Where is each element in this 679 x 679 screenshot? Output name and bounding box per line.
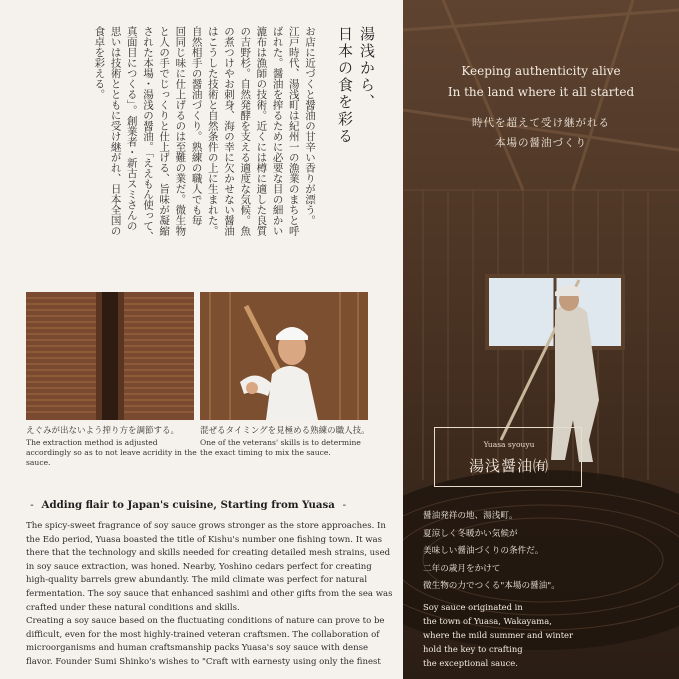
caption-left: [26, 424, 198, 468]
right-page: [403, 0, 679, 679]
body-line: 食卓を彩える。: [93, 26, 106, 100]
caption-en: One of the veterans' skills is to determine the exact timing to mix the sauce.: [200, 438, 361, 457]
heading-dash: -: [342, 500, 347, 511]
body-line: と人の手でじっくりと仕上げる、旨味が凝縮: [158, 26, 171, 236]
title-line: 日本の食を彩る: [336, 26, 354, 145]
body-line: Soy sauce originated in: [423, 602, 523, 612]
body-line: された本場・湯浅の醤油。「ええもん使って、: [141, 26, 154, 242]
photo-row: [26, 292, 368, 422]
body-line: の吉野杉。自然発酵を支える適度な気候。魚: [239, 26, 252, 236]
heading-text: Adding flair to Japan's cuisine, Starting from Yuasa: [41, 499, 335, 511]
body-line: の煮つけやお刺身、海の幸に欠かせない醤油: [222, 26, 235, 236]
body-line: 美味しい醤油づくりの条件だ。: [423, 546, 544, 556]
heading-dash: -: [30, 500, 34, 511]
body-line: 夏涼しく冬暖かい気候が: [423, 528, 518, 539]
body-line: where the mild summer and winter: [423, 630, 574, 640]
right-body-jp: [423, 508, 673, 596]
caption-en: The extraction method is adjusted accordingly so as to not leave acridity in the sauce.: [26, 438, 197, 467]
body-line: お店に近づくと醤油の甘辛い香りが漂う。: [304, 26, 316, 226]
body-line: 回同じ味に仕上げるのは至難の業だ。微生物: [174, 26, 187, 236]
brand-romaji: Yuasa syouyu: [483, 440, 535, 449]
right-headline-en: [403, 61, 679, 103]
body-line: 醤油発祥の地、湯浅町。: [423, 511, 518, 521]
body-line: the town of Yuasa, Wakayama,: [423, 616, 552, 626]
craftsman-photo: [200, 292, 368, 420]
body-line: ばれた。醤油を搾るために必要な目の細かい: [271, 26, 284, 236]
body-paragraph: The spicy-sweet fragrance of soy sauce grows stronger as the store approaches. In the Edo period, Yuasa boasted the title of Kishu's number one fishing town. It was there that the technology and skills needed for creating detailed mesh strains, used in soy sauce extraction, was honed. Nearby, Yoshino cedars perfect for creating high-quality barrels grew abundantly. The mild climate was perfect for natural fermentation. The soy sauce that enhanced sashimi and other gifts from the sea was crafted under these natural conditions and skills.: [26, 521, 393, 613]
english-body-text: [26, 520, 396, 679]
body-line: 微生物の力でつくる"本場の醤油"。: [423, 581, 560, 591]
caption-jp: えぐみが出ないよう搾り方を調節する。: [26, 426, 180, 436]
right-headline-jp: [403, 113, 679, 153]
brand-name: 湯浅醤油㈲: [468, 457, 549, 475]
body-line: 漉布は漁師の技術。近くには樽に適した良質: [255, 26, 268, 236]
right-body-en: [423, 600, 673, 670]
press-cloth-photo: [26, 292, 194, 420]
headline-line: 本場の醤油づくり: [495, 137, 587, 149]
brand-box: [434, 427, 582, 487]
headline-line: 時代を超えて受け継がれる: [472, 117, 610, 129]
body-line: はこうした技術と自然条件の上に生まれた。: [206, 26, 219, 236]
vertical-title: [326, 26, 378, 166]
title-line: 湯浅から、: [358, 26, 376, 111]
body-line: 思いは技術とともに受け継がれ、日本全国の: [109, 26, 122, 236]
vertical-body-text: [50, 26, 318, 264]
body-line: hold the key to crafting: [423, 644, 523, 654]
caption-jp: 混ぜるタイミングを見極める熟練の職人技。: [200, 426, 370, 436]
body-line: 江戸時代、湯浅町は紀州一の漁業のまちと呼: [287, 26, 300, 236]
body-line: 真面目につくる」。創業者・新古スミさんの: [125, 26, 138, 231]
caption-right: [200, 424, 372, 458]
body-line: 自然相手の醤油づくり。熟練の職人でも毎: [190, 26, 203, 226]
headline-line: In the land where it all started: [447, 85, 635, 99]
body-line: 二年の歳月をかけて: [423, 563, 501, 574]
headline-line: Keeping authenticity alive: [461, 64, 621, 78]
body-line: the exceptional sauce.: [423, 658, 518, 668]
body-paragraph: Creating a soy sauce based on the fluctuating conditions of nature can prove to be difficult, even for the most highly-trained veteran craftsmen. The collaboration of microorganisms and human craftsmanship packs Yuasa's soy sauce with dense flavor. Founder Sumi Shinko's wishes to "Craft with earnesty using only the finest: [26, 616, 385, 667]
section-heading: [26, 499, 396, 511]
